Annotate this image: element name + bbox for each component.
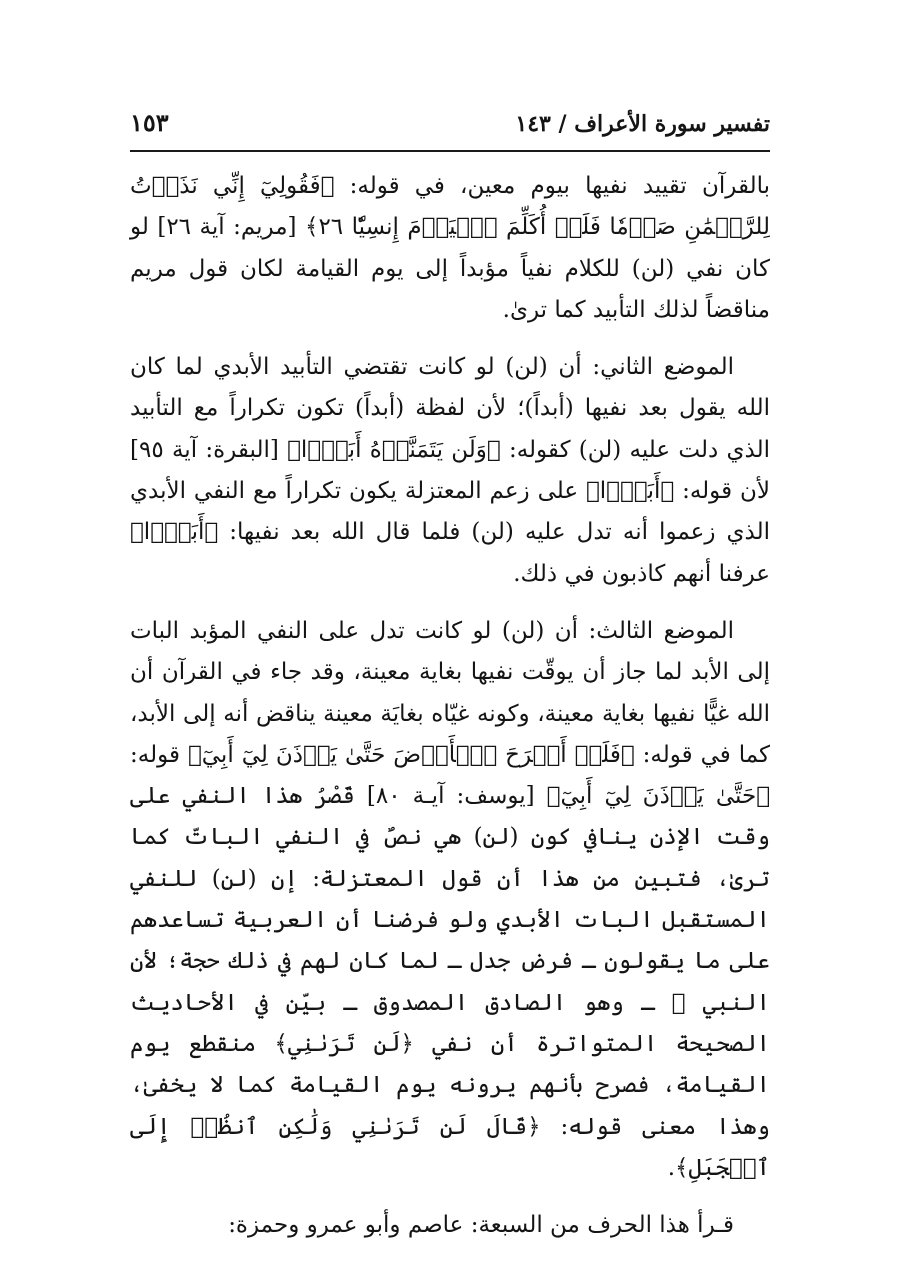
running-title: تفسير سورة الأعراف / ١٤٣	[515, 111, 770, 137]
page-header	[130, 108, 770, 144]
paragraph-second-point: الموضع الثاني: أن (لن) لو كانت تقتضي التأبيد الأبدي لما كان الله يقول بعد نفيها (أبداً)؛ لأن لفظة (أبداً) تكون تكراراً مع التأبيد الذي دلت عليه (لن) كقوله: ﴿وَلَن يَتَمَنَّوۡهُ أَبَدَۢا﴾ [البقرة: آية ٩٥] لأن قوله: ﴿أَبَدَۢا﴾ على زعم المعتزلة يكون تكراراً مع النفي الأبدي الذي زعموا أنه تدل عليه (لن) فلما قال الله بعد نفيها: ﴿أَبَدَۢا﴾ عرفنا أنهم كاذبون في ذلك.	[130, 354, 770, 587]
paragraph-readings: قـرأ هذا الحرف من السبعة: عاصم وأبو عمرو وحمزة:	[228, 1212, 734, 1239]
book-page	[130, 108, 771, 1239]
page-number: ١٥٣	[130, 108, 169, 137]
paragraph-continuation: بالقرآن تقييد نفيها بيوم معين، في قوله: ﴿فَقُولِيٓ إِنِّي نَذَرۡتُ لِلرَّحۡمَٰنِ صَوۡمٗا فَلَنۡ أُكَلِّمَ ٱلۡيَوۡمَ إِنسِيّٗا ٢٦﴾ [مريم: آية ٢٦] لو كان نفي (لن) للكلام نفياً مؤبداً إلى يوم القيامة لكان قول مريم مناقضاً لذلك التأبيد كما ترىٰ.	[130, 173, 770, 323]
header-divider	[130, 150, 770, 152]
paragraph-third-point: الموضع الثالث: أن (لن) لو كانت تدل على النفي المؤبد البات إلى الأبد لما جاز أن يوقّت نفيها بغاية معينة، وقد جاء في القرآن أن الله غيًّا نفيها بغاية معينة، وكونه غيّاه بغايَة معينة يناقض أنه إلى الأبد، كما في قوله: ﴿فَلَنۡ أَبۡرَحَ ٱلۡأَرۡضَ حَتَّىٰ يَأۡذَنَ لِيٓ أَبِيٓ﴾ قوله: ﴿حَتَّىٰ يَأۡذَنَ لِيٓ أَبِيٓ﴾ [يوسف: آيـة ٨٠] قَصْرُ هذا النفي على وقت الإذن ينافي كون (لن) هي نصٌ في النفي الباتّ كما ترىٰ، فتبين من هذا أن قول المعتزلة: إن (لن) للنفي المستقبل البات الأبدي ولو فرضنا أن العربية تساعدهم على ما يقولون ـ فرض جدل ـ لما كان لهم في ذلك حجة؛ لأن النبي ﷺ ـ وهو الصادق المصدوق ـ بيّن في الأحاديث الصحيحة المتواترة أن نفي ﴿لَن تَرَىٰنِي﴾ منقطع يوم القيامة، فصرح بأنهم يرونه يوم القيامة كما لا يخفىٰ، وهذا معنى قوله: ﴿قَالَ لَن تَرَىٰنِي وَلَٰكِنِ ٱنظُرۡ إِلَى ٱلۡجَبَلِ﴾.	[130, 617, 771, 1181]
page-body	[130, 166, 770, 1246]
